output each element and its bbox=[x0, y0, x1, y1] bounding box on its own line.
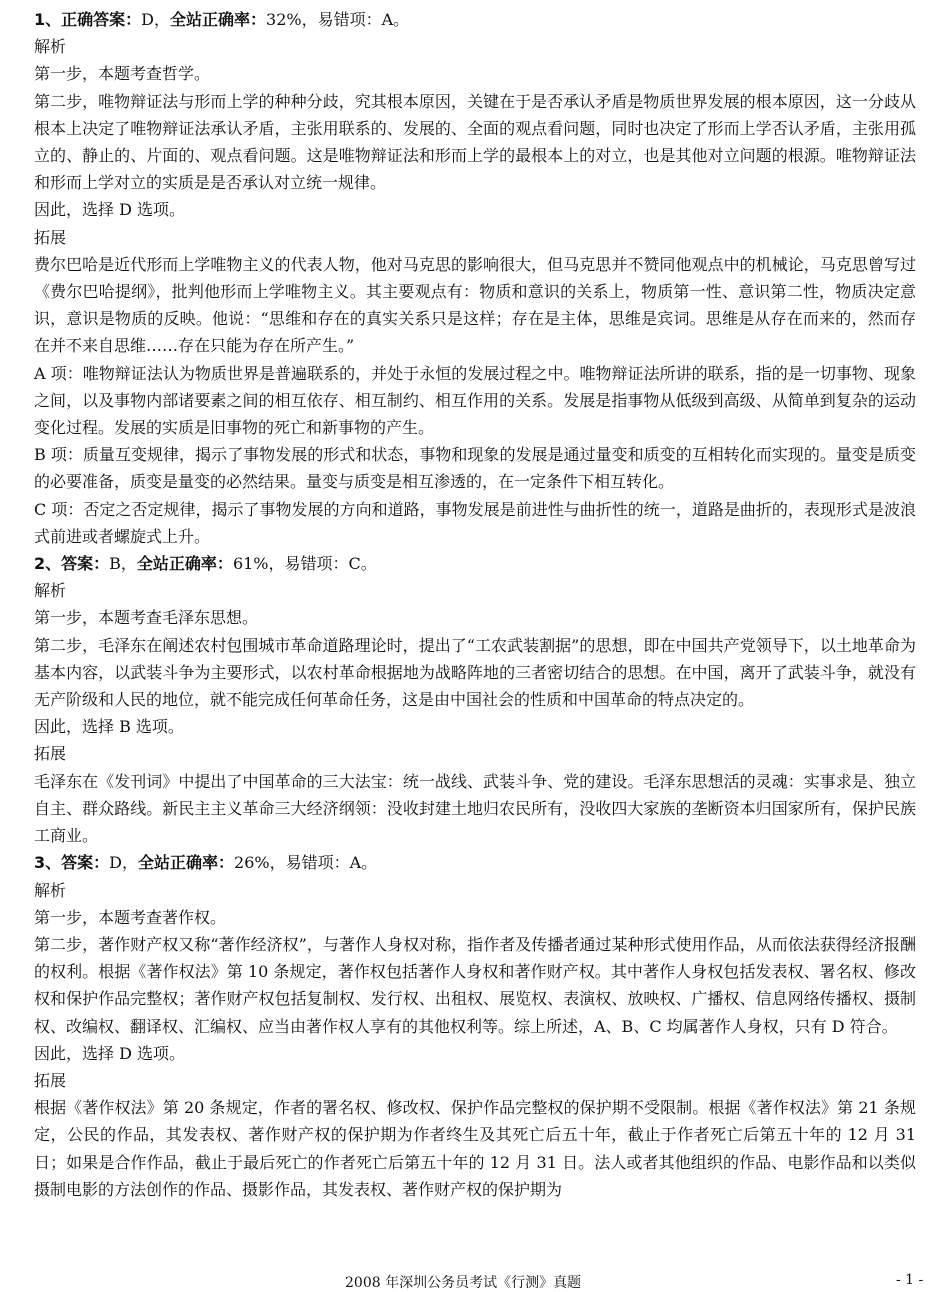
question-number: 2、 bbox=[34, 554, 62, 574]
answer-label: 答案： bbox=[61, 853, 110, 873]
step-two: 第二步，唯物辩证法与形而上学的种种分歧，究其根本原因，关键在于是否承认矛盾是物质世界发展的根本原因，这一分歧从根本上决定了唯物辩证法承认矛盾，主张用联系的、发展的、全面的观点看问题，同时也决定了形而上学否认矛盾，主张用孤立的、静止的、片面的、观点看问题。这是唯物辩证法和形而上学的最根本上的对立，也是其他对立问题的根源。唯物辩证法和形而上学对立的实质是是否承认对立统一规律。 bbox=[34, 91, 916, 193]
question-2 bbox=[34, 550, 916, 849]
extension-heading: 拓展 bbox=[34, 744, 67, 764]
extension-paragraph: 根据《著作权法》第 20 条规定，作者的署名权、修改权、保护作品完整权的保护期不受限制。根据《著作权法》第 21 条规定，公民的作品，其发表权、著作财产权的保护期为作者终生及其死亡后五十年，截止于作者死亡后第五十年的 12 月 31 日；如果是合作作品，截止于最后死亡的作者死亡后第五十年的 12 月 31 日。法人或者其他组织的作品、电影作品和以类似摄制电影的方法创作的作品、摄影作品，其发表权、著作财产权的保护期为 bbox=[34, 1098, 916, 1199]
conclusion: 因此，选择 D 选项。 bbox=[34, 200, 186, 220]
extension-paragraph: A 项：唯物辩证法认为物质世界是普遍联系的，并处于永恒的发展过程之中。唯物辩证法所讲的联系，指的是一切事物、现象之间，以及事物内部诸要素之间的相互依存、相互制约、相互作用的关系。发展是指事物从低级到高级、从简单到复杂的运动变化过程。发展的实质是旧事物的死亡和新事物的产生。 bbox=[34, 363, 916, 438]
answer-line bbox=[34, 849, 916, 876]
step-one: 第一步，本题考查毛泽东思想。 bbox=[34, 608, 259, 628]
rate-label: 全站正确率： bbox=[138, 853, 235, 873]
question-1 bbox=[34, 6, 916, 550]
conclusion: 因此，选择 B 选项。 bbox=[34, 717, 184, 737]
rate-value: 32%，易错项：A。 bbox=[266, 10, 410, 29]
extension-heading: 拓展 bbox=[34, 1070, 67, 1090]
answer-value: D， bbox=[109, 853, 138, 873]
rate-value: 61%，易错项：C。 bbox=[232, 554, 377, 574]
step-one: 第一步，本题考查著作权。 bbox=[34, 907, 227, 927]
answer-value: D， bbox=[141, 10, 170, 29]
question-number: 3、 bbox=[34, 853, 62, 873]
answer-line bbox=[34, 550, 916, 577]
question-number: 1、 bbox=[34, 10, 62, 29]
document-body bbox=[34, 6, 916, 1203]
page-footer bbox=[0, 1272, 950, 1290]
extension-heading: 拓展 bbox=[34, 227, 67, 247]
step-two: 第二步，毛泽东在阐述农村包围城市革命道路理论时，提出了“工农武装割据”的思想，即在中国共产党领导下，以土地革命为基本内容，以武装斗争为主要形式，以农村革命根据地为战略阵地的三者密切结合的思想。在中国，离开了武装斗争，就没有无产阶级和人民的地位，就不能完成任何革命任务，这是由中国社会的性质和中国革命的特点决定的。 bbox=[34, 635, 916, 710]
extension-paragraph: B 项：质量互变规律，揭示了事物发展的形式和状态，事物和现象的发展是通过量变和质变的互相转化而实现的。量变是质变的必要准备，质变是量变的必然结果。量变与质变是相互渗透的，在一定条件下相互转化。 bbox=[34, 445, 916, 492]
answer-label: 正确答案： bbox=[61, 10, 142, 29]
extension-paragraph: C 项：否定之否定规律，揭示了事物发展的方向和道路，事物发展是前进性与曲折性的统一，道路是曲折的，表现形式是波浪式前进或者螺旋式上升。 bbox=[34, 499, 916, 546]
page-number: - 1 - bbox=[896, 1272, 924, 1288]
answer-value: B， bbox=[109, 554, 137, 574]
rate-label: 全站正确率： bbox=[136, 554, 233, 574]
step-two: 第二步，著作财产权又称“著作经济权”，与著作人身权对称，指作者及传播者通过某种形式使用作品，从而依法获得经济报酬的权利。根据《著作权法》第 10 条规定，著作权包括著作人身权和著作财产权。其中著作人身权包括发表权、署名权、修改权和保护作品完整权；著作财产权包括复制权、发行权、出租权、展览权、表演权、放映权、广播权、信息网络传播权、摄制权、改编权、翻译权、汇编权、应当由著作权人享有的其他权利等。综上所述，A、B、C 均属著作人身权，只有 D 符合。 bbox=[34, 934, 916, 1036]
rate-value: 26%，易错项：A。 bbox=[234, 853, 378, 873]
extension-paragraph: 费尔巴哈是近代形而上学唯物主义的代表人物，他对马克思的影响很大，但马克思并不赞同他观点中的机械论，马克思曾写过《费尔巴哈提纲》，批判他形而上学唯物主义。其主要观点有：物质和意识的关系上，物质第一性、意识第二性，物质决定意识，意识是物质的反映。他说：“思维和存在的真实关系只是这样；存在是主体，思维是宾词。思维是从存在而来的，然而存在并不来自思维……存在只能为存在所产生。” bbox=[34, 254, 916, 356]
answer-line bbox=[34, 6, 916, 33]
answer-label: 答案： bbox=[61, 554, 110, 574]
analysis-heading: 解析 bbox=[34, 581, 67, 601]
question-3 bbox=[34, 849, 916, 1203]
analysis-heading: 解析 bbox=[34, 880, 67, 900]
extension-paragraph: 毛泽东在《发刊词》中提出了中国革命的三大法宝：统一战线、武装斗争、党的建设。毛泽东思想活的灵魂：实事求是、独立自主、群众路线。新民主主义革命三大经济纲领：没收封建土地归农民所有，没收四大家族的垄断资本归国家所有，保护民族工商业。 bbox=[34, 771, 916, 846]
footer-title: 2008 年深圳公务员考试《行测》真题 bbox=[345, 1275, 582, 1291]
rate-label: 全站正确率： bbox=[170, 10, 267, 29]
step-one: 第一步，本题考查哲学。 bbox=[34, 64, 211, 84]
conclusion: 因此，选择 D 选项。 bbox=[34, 1043, 186, 1063]
analysis-heading: 解析 bbox=[34, 37, 67, 57]
